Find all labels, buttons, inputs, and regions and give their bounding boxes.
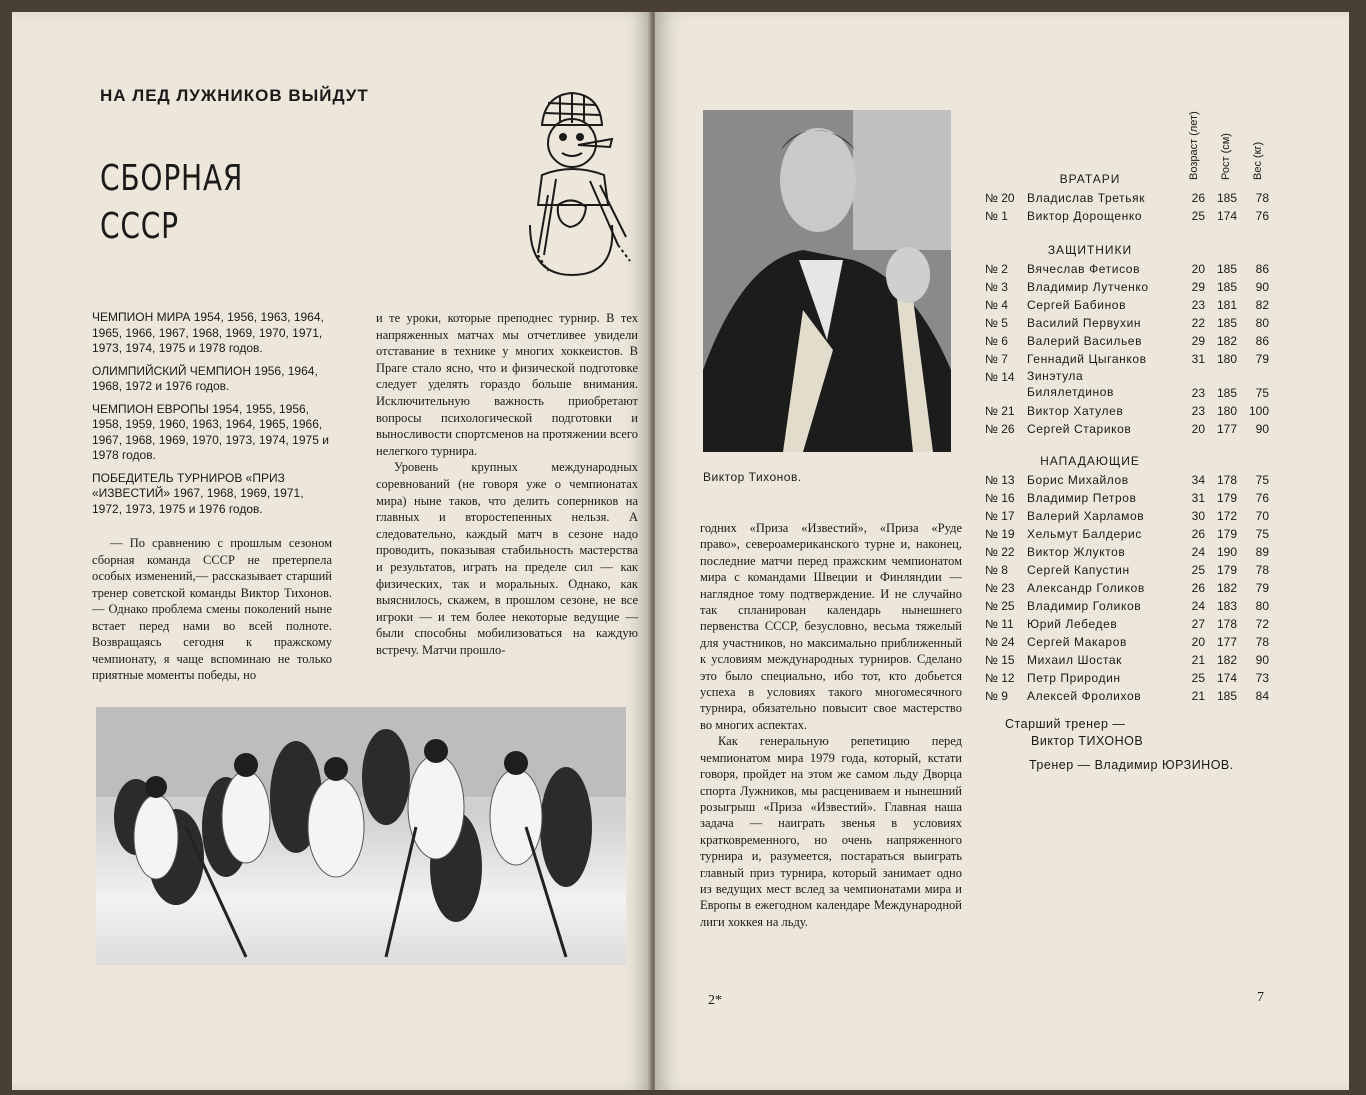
player-weight: 84 xyxy=(1255,689,1269,703)
portrait-illustration xyxy=(703,110,951,452)
player-height: 174 xyxy=(1216,671,1237,685)
player-height: 185 xyxy=(1216,262,1237,276)
player-name: Сергей Стариков xyxy=(1027,422,1132,436)
player-height: 178 xyxy=(1216,473,1237,487)
roster-row xyxy=(985,687,1285,705)
player-weight: 78 xyxy=(1255,635,1269,649)
roster-row xyxy=(985,615,1285,633)
roster-row xyxy=(985,507,1285,525)
roster-row xyxy=(985,633,1285,651)
column-header-height: Рост (см) xyxy=(1220,133,1232,180)
senior-coach-name: Виктор ТИХОНОВ xyxy=(1031,734,1144,748)
roster-row xyxy=(985,189,1285,207)
player-height: 180 xyxy=(1216,352,1237,366)
player-age: 20 xyxy=(1191,635,1205,649)
player-age: 20 xyxy=(1191,422,1205,436)
signature-mark: 2* xyxy=(708,993,722,1008)
player-number: № 3 xyxy=(985,280,1008,294)
player-weight: 100 xyxy=(1248,404,1269,418)
coach-line: Тренер — Владимир ЮРЗИНОВ. xyxy=(1029,758,1234,772)
player-weight: 90 xyxy=(1255,422,1269,436)
player-weight: 75 xyxy=(1255,473,1269,487)
player-weight: 79 xyxy=(1255,352,1269,366)
player-age: 27 xyxy=(1191,617,1205,631)
roster-row xyxy=(985,207,1285,225)
player-height: 178 xyxy=(1216,617,1237,631)
player-age: 29 xyxy=(1191,334,1205,348)
player-height: 177 xyxy=(1216,422,1237,436)
player-name: Виктор Хатулев xyxy=(1027,404,1124,418)
player-name: Сергей Капустин xyxy=(1027,563,1130,577)
column-header-weight: Вес (кг) xyxy=(1252,141,1264,180)
titles-european-champion: ЧЕМПИОН ЕВРОПЫ 1954, 1955, 1956, 1958, 1959, 1960, 1963, 1964, 1965, 1966, 1967, 1968, 1969, 1970, 1973, 1974, 1975 и 1978 годов. xyxy=(92,401,329,462)
player-number: № 11 xyxy=(985,617,1014,631)
player-name: Владимир Голиков xyxy=(1027,599,1142,613)
player-height: 185 xyxy=(1216,386,1237,400)
roster-row xyxy=(985,332,1285,350)
player-height: 185 xyxy=(1216,316,1237,330)
player-height: 185 xyxy=(1216,689,1237,703)
player-age: 31 xyxy=(1191,352,1205,366)
player-name: Борис Михайлов xyxy=(1027,473,1129,487)
player-number: № 15 xyxy=(985,653,1015,667)
player-number: № 24 xyxy=(985,635,1015,649)
player-name: Зинэтула Билялетдинов xyxy=(1027,369,1115,399)
roster-row xyxy=(985,669,1285,687)
player-age: 26 xyxy=(1191,581,1205,595)
player-number: № 23 xyxy=(985,581,1015,595)
team-titles-list xyxy=(92,310,332,524)
roster-row xyxy=(985,597,1285,615)
title-line-1: СБОРНАЯ xyxy=(100,158,244,199)
player-name: Василий Первухин xyxy=(1027,316,1142,330)
player-weight: 90 xyxy=(1255,280,1269,294)
page-number: 7 xyxy=(1257,990,1264,1005)
player-weight: 82 xyxy=(1255,298,1269,312)
player-age: 34 xyxy=(1191,473,1205,487)
player-number: № 22 xyxy=(985,545,1015,559)
player-name: Алексей Фролихов xyxy=(1027,689,1142,703)
roster-row xyxy=(985,278,1285,296)
player-height: 181 xyxy=(1216,298,1237,312)
player-name: Геннадий Цыганков xyxy=(1027,352,1147,366)
player-weight: 76 xyxy=(1255,209,1269,223)
player-age: 26 xyxy=(1191,527,1205,541)
player-weight: 80 xyxy=(1255,599,1269,613)
titles-world-champion: ЧЕМПИОН МИРА 1954, 1956, 1963, 1964, 1965, 1966, 1967, 1968, 1969, 1970, 1971, 1973, 1974, 1975 и 1978 годов. xyxy=(92,310,324,355)
forwards-list xyxy=(985,471,1285,705)
player-name: Владимир Лутченко xyxy=(1027,280,1149,294)
roster-row xyxy=(985,579,1285,597)
player-name: Вячеслав Фетисов xyxy=(1027,262,1141,276)
section-heading: НА ЛЕД ЛУЖНИКОВ ВЫЙДУТ xyxy=(100,86,369,105)
player-name: Валерий Харламов xyxy=(1027,509,1145,523)
player-height: 180 xyxy=(1216,404,1237,418)
roster-row xyxy=(985,260,1285,278)
player-weight: 90 xyxy=(1255,653,1269,667)
player-name: Владислав Третьяк xyxy=(1027,191,1146,205)
roster-row xyxy=(985,471,1285,489)
player-height: 182 xyxy=(1216,334,1237,348)
player-number: № 19 xyxy=(985,527,1015,541)
player-height: 185 xyxy=(1216,280,1237,294)
player-height: 182 xyxy=(1216,581,1237,595)
player-height: 179 xyxy=(1216,527,1237,541)
player-age: 21 xyxy=(1191,653,1205,667)
roster-row xyxy=(985,368,1285,402)
roster-row xyxy=(985,420,1285,438)
senior-coach-block xyxy=(1005,717,1285,772)
player-name: Виктор Дорощенко xyxy=(1027,209,1143,223)
team-handshake-photo xyxy=(96,707,626,965)
player-number: № 5 xyxy=(985,316,1008,330)
player-age: 20 xyxy=(1191,262,1205,276)
player-number: № 4 xyxy=(985,298,1008,312)
player-number: № 7 xyxy=(985,352,1008,366)
goalies-heading: ВРАТАРИ xyxy=(1059,172,1121,186)
player-age: 31 xyxy=(1191,491,1205,505)
roster-row xyxy=(985,350,1285,368)
player-name: Михаил Шостак xyxy=(1027,653,1123,667)
player-number: № 14 xyxy=(985,370,1015,384)
player-age: 23 xyxy=(1191,386,1205,400)
player-name: Владимир Петров xyxy=(1027,491,1137,505)
title-line-2: СССР xyxy=(100,206,179,247)
article-paragraph: годних «Приза «Известий», «Приза «Руде право», североамериканского турне и, наконец, последние матчи перед пражским чемпионатом мира с командами Швеции и Финляндии — наглядное тому подтверждение. И не случайно так спланирован календарь нынешнего первенства СССР, безусловно, весьма тяжелый для участников, но максимально приближенный к условиям международных турниров. Сделано это было специально, ибо тот, кто добьется успеха в условиях такого многомесячного турнира, обязательно повысит свое мастерство во многих аспектах. xyxy=(700,521,962,732)
defenders-heading: ЗАЩИТНИКИ xyxy=(1047,243,1133,257)
player-age: 21 xyxy=(1191,689,1205,703)
article-column-3 xyxy=(700,520,962,930)
article-paragraph: Уровень крупных международных соревнований (не говоря уже о чемпионатах мира) ныне таков, что делить соперников на главных и второстепенных нельзя. А следовательно, каждый матч в сезоне надо проводить, показывая стабильность мастерства и результатов, играть на пределе сил — как физических, так и моральных. Однако, как выяснилось, скажем, в прошлом сезоне, не все игроки — и тем более некоторые ведущие — были способны мобилизоваться на каждую встречу. Матчи прошло- xyxy=(376,460,638,657)
player-age: 23 xyxy=(1191,298,1205,312)
roster-row xyxy=(985,296,1285,314)
player-weight: 79 xyxy=(1255,581,1269,595)
player-name: Валерий Васильев xyxy=(1027,334,1143,348)
player-age: 24 xyxy=(1191,599,1205,613)
article-column-1: — По сравнению с прошлым сезоном сборная команда СССР не претерпела особых изменений,— рассказывает старший тренер советской команды Виктор Тихонов.— Однако проблема смены поколений ныне встает перед нами во всей полноте. Возвращаясь сегодня к пражскому чемпионату, я чаще вспоминаю не только приятные моменты победы, но xyxy=(92,536,332,682)
roster-row xyxy=(985,651,1285,669)
player-number: № 6 xyxy=(985,334,1008,348)
player-number: № 2 xyxy=(985,262,1008,276)
player-weight: 70 xyxy=(1255,509,1269,523)
roster-row xyxy=(985,314,1285,332)
player-age: 25 xyxy=(1191,563,1205,577)
player-weight: 78 xyxy=(1255,191,1269,205)
player-weight: 89 xyxy=(1255,545,1269,559)
article-paragraph: и те уроки, которые преподнес турнир. В тех напряженных матчах мы отчетливее увидели отставание в технике у многих хоккеистов. В Праге стало ясно, что и физической подготовке следует уделять гораздо больше внимания. Исключительную важность приобретают вопросы психологической подготовки и выносливости спортсменов на протяжении всего нелегкого турнира. xyxy=(376,311,638,458)
player-weight: 75 xyxy=(1255,527,1269,541)
mascot-illustration xyxy=(500,85,640,280)
player-age: 25 xyxy=(1191,209,1205,223)
player-height: 190 xyxy=(1216,545,1237,559)
player-age: 23 xyxy=(1191,404,1205,418)
player-height: 179 xyxy=(1216,563,1237,577)
player-number: № 17 xyxy=(985,509,1015,523)
team-roster xyxy=(985,140,1285,772)
page-title xyxy=(100,155,243,251)
player-height: 172 xyxy=(1216,509,1237,523)
player-name: Сергей Бабинов xyxy=(1027,298,1127,312)
player-number: № 26 xyxy=(985,422,1015,436)
player-name: Хельмут Балдерис xyxy=(1027,527,1142,541)
defenders-list xyxy=(985,260,1285,438)
player-weight: 80 xyxy=(1255,316,1269,330)
player-name: Сергей Макаров xyxy=(1027,635,1127,649)
titles-olympic-champion: ОЛИМПИЙСКИЙ ЧЕМПИОН 1956, 1964, 1968, 1972 и 1976 годов. xyxy=(92,363,318,393)
player-name: Юрий Лебедев xyxy=(1027,617,1118,631)
coach-portrait-photo xyxy=(703,110,951,452)
article-paragraph: Как генеральную репетицию перед чемпионатом мира 1979 года, который, кстати говоря, пройдет на этом же самом льду Дворца спорта Лужников, мы расцениваем и нынешний розыгрыш «Приза «Известий». Главная наша задача — наиграть звенья в условиях кратковременного, но очень напряженного турнира и, разумеется, постараться выиграть главный приз турнира, который занимает одно из ведущих мест вслед за чемпионатами мира и Европы в ежегодном календаре Международной лиги хоккея на льду. xyxy=(700,734,962,929)
player-height: 177 xyxy=(1216,635,1237,649)
player-age: 29 xyxy=(1191,280,1205,294)
article-column-2 xyxy=(376,310,638,658)
player-weight: 76 xyxy=(1255,491,1269,505)
roster-row xyxy=(985,543,1285,561)
column-header-age: Возраст (лет) xyxy=(1188,111,1200,180)
player-age: 22 xyxy=(1191,316,1205,330)
senior-coach-label: Старший тренер — xyxy=(1005,717,1126,731)
player-age: 30 xyxy=(1191,509,1205,523)
player-number: № 8 xyxy=(985,563,1008,577)
player-weight: 73 xyxy=(1255,671,1269,685)
player-number: № 25 xyxy=(985,599,1015,613)
roster-row xyxy=(985,525,1285,543)
player-number: № 1 xyxy=(985,209,1008,223)
player-name: Петр Природин xyxy=(1027,671,1121,685)
player-name: Александр Голиков xyxy=(1027,581,1145,595)
player-weight: 75 xyxy=(1255,386,1269,400)
photo-illustration xyxy=(96,707,626,965)
goalies-list xyxy=(985,189,1285,225)
player-number: № 21 xyxy=(985,404,1015,418)
player-weight: 72 xyxy=(1255,617,1269,631)
roster-row xyxy=(985,402,1285,420)
player-name: Виктор Жлуктов xyxy=(1027,545,1126,559)
player-number: № 9 xyxy=(985,689,1008,703)
player-height: 183 xyxy=(1216,599,1237,613)
roster-row xyxy=(985,561,1285,579)
roster-row xyxy=(985,489,1285,507)
player-number: № 13 xyxy=(985,473,1015,487)
player-age: 26 xyxy=(1191,191,1205,205)
titles-izvestia-winner: ПОБЕДИТЕЛЬ ТУРНИРОВ «ПРИЗ «ИЗВЕСТИЙ» 1967, 1968, 1969, 1971, 1972, 1973, 1975 и 1976 годов. xyxy=(92,470,304,516)
player-age: 25 xyxy=(1191,671,1205,685)
player-weight: 78 xyxy=(1255,563,1269,577)
forwards-heading: НАПАДАЮЩИЕ xyxy=(1040,454,1140,468)
player-age: 24 xyxy=(1191,545,1205,559)
player-weight: 86 xyxy=(1255,262,1269,276)
photo-caption: Виктор Тихонов. xyxy=(703,470,802,484)
player-height: 182 xyxy=(1216,653,1237,667)
player-number: № 16 xyxy=(985,491,1015,505)
player-height: 179 xyxy=(1216,491,1237,505)
player-height: 185 xyxy=(1216,191,1237,205)
player-weight: 86 xyxy=(1255,334,1269,348)
player-height: 174 xyxy=(1216,209,1237,223)
player-number: № 12 xyxy=(985,671,1015,685)
player-number: № 20 xyxy=(985,191,1015,205)
